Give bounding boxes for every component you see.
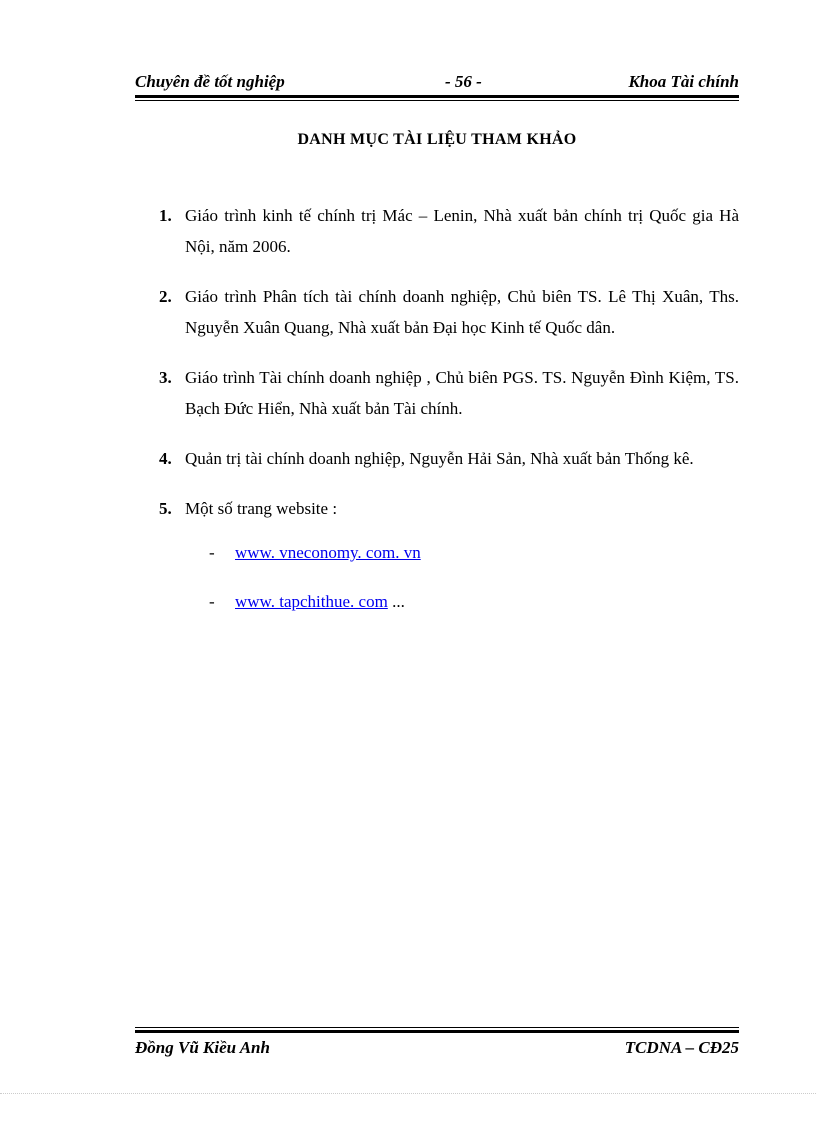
website-item — [185, 586, 739, 617]
reference-text: Một số trang website : — [185, 499, 338, 518]
reference-number: 5. — [159, 499, 172, 518]
reference-list — [135, 200, 739, 636]
list-dash: - — [209, 543, 215, 562]
page-header — [135, 72, 739, 92]
header-doc-type: Chuyên đề tốt nghiệp — [135, 72, 285, 91]
reference-text: Quản trị tài chính doanh nghiệp, Nguyễn Hải Sản, Nhà xuất bản Thống kê. — [185, 449, 694, 468]
page-footer — [135, 1038, 739, 1058]
header-rule-thick — [135, 95, 739, 98]
reference-text: Giáo trình Tài chính doanh nghiệp , Chủ biên PGS. TS. Nguyễn Đình Kiệm, TS. Bạch Đức Hiển, Nhà xuất bản Tài chính. — [185, 368, 739, 418]
reference-text: Giáo trình Phân tích tài chính doanh nghiệp, Chủ biên TS. Lê Thị Xuân, Ths. Nguyễn Xuân Quang, Nhà xuất bản Đại học Kinh tế Quốc dân. — [185, 287, 739, 337]
website-item — [185, 537, 739, 568]
website-list — [185, 537, 739, 617]
website-link-vneconomy[interactable]: www. vneconomy. com. vn — [235, 543, 421, 562]
website-link-tapchithue[interactable]: www. tapchithue. com — [235, 592, 388, 611]
reference-number: 1. — [159, 206, 172, 225]
header-faculty: Khoa Tài chính — [628, 72, 739, 91]
reference-item-5 — [135, 493, 739, 617]
reference-item-4 — [135, 443, 739, 474]
reference-item-1 — [135, 200, 739, 262]
reference-text: Giáo trình kinh tế chính trị Mác – Lenin, Nhà xuất bản chính trị Quốc gia Hà Nội, năm 2006. — [185, 206, 739, 256]
reference-number: 2. — [159, 287, 172, 306]
website-suffix: ... — [387, 592, 405, 611]
reference-item-3 — [135, 362, 739, 424]
reference-number: 4. — [159, 449, 172, 468]
footer-author: Đồng Vũ Kiều Anh — [135, 1038, 270, 1057]
header-rule-thin — [135, 100, 739, 101]
reference-item-2 — [135, 281, 739, 343]
reference-number: 3. — [159, 368, 172, 387]
page-title: DANH MỤC TÀI LIỆU THAM KHẢO — [297, 131, 577, 148]
list-dash: - — [209, 592, 215, 611]
footer-class: TCDNA – CĐ25 — [624, 1038, 739, 1057]
page-boundary-divider — [0, 1093, 816, 1094]
page-number: - 56 - — [445, 72, 482, 91]
footer-rule-thin — [135, 1027, 739, 1028]
footer-rule-thick — [135, 1030, 739, 1033]
